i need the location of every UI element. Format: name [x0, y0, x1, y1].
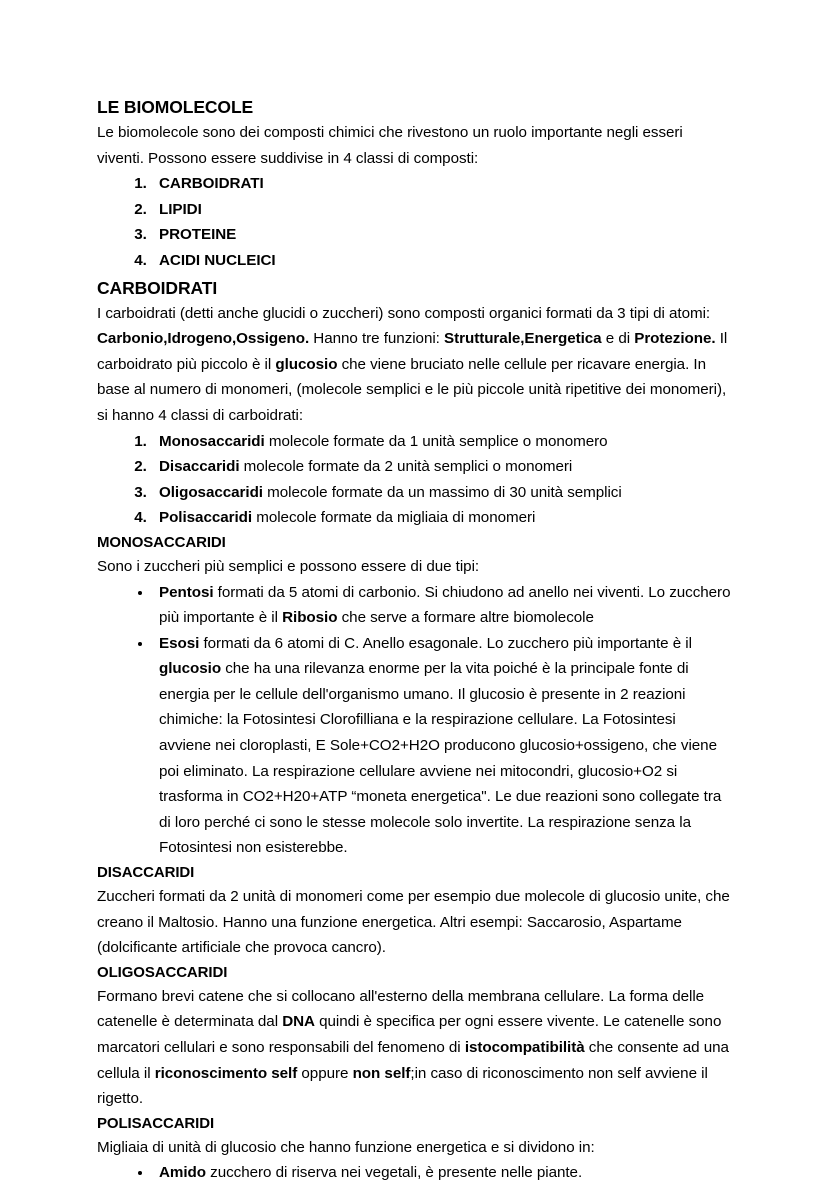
emphasis-text: non self [352, 1064, 411, 1082]
monosaccaridi-list [97, 580, 731, 862]
emphasis-text: Carbonio,Idrogeno,Ossigeno. [97, 330, 310, 348]
emphasis-text: Ribosio [282, 609, 338, 627]
emphasis-text: Protezione. [634, 330, 716, 348]
term-description: molecole formate da 2 unità semplici o monomeri [239, 458, 573, 476]
carboidrati-classes-list [97, 429, 731, 531]
emphasis-text: glucosio [275, 355, 338, 373]
body-text: Hanno tre funzioni: [309, 330, 445, 348]
emphasis-text: Strutturale,Energetica [444, 330, 602, 348]
emphasis-text: glucosio [159, 660, 222, 678]
section-heading-disaccaridi: DISACCARIDI [97, 864, 195, 882]
list-item [151, 429, 731, 455]
body-text: quindi è specifica per ogni essere vivente. Le catenelle sono marcatori cellulari e sono responsabili del fenomeno di [97, 1013, 722, 1056]
emphasis-text: istocompatibilità [464, 1039, 585, 1056]
page-title: LE BIOMOLECOLE [97, 97, 254, 117]
list-item [153, 1160, 731, 1186]
polisaccaridi-intro: Migliaia di unità di glucosio che hanno funzione energetica e si dividono in: [97, 1138, 595, 1156]
carboidrati-paragraph [97, 301, 731, 429]
term-label: Polisaccaridi [159, 509, 253, 527]
body-text: Il carboidrato più piccolo è il [97, 330, 728, 373]
list-item [153, 631, 731, 861]
list-item [151, 454, 731, 480]
emphasis-text: Esosi [159, 634, 200, 652]
body-text: e di [601, 330, 635, 348]
list-item: 3. PROTEINE [151, 222, 731, 248]
body-text: formati da 5 atomi di carbonio. Si chiudono ad anello nei viventi. Lo zucchero più importante è il [159, 583, 731, 627]
section-heading-polisaccaridi: POLISACCARIDI [97, 1114, 215, 1132]
disaccaridi-paragraph: Zuccheri formati da 2 unità di monomeri come per esempio due molecole di glucosio unite, che creano il Maltosio. Hanno una funzione energetica. Altri esempi: Saccarosio, Aspartame (dolcificante artificiale che provoca cancro). [97, 888, 730, 957]
emphasis-text: riconoscimento self [154, 1064, 298, 1082]
body-text: che viene bruciato nelle cellule per ricavare energia. In base al numero di monomeri, (molecole semplici e le più piccole unità ripetitive dei monomeri), si hanno 4 classi di carboidrati: [97, 355, 727, 424]
term-label: Oligosaccaridi [159, 483, 263, 501]
emphasis-text: Pentosi [159, 583, 214, 601]
intro-paragraph: Le biomolecole sono dei composti chimici che rivestono un ruolo importante negli esseri viventi. Possono essere suddivise in 4 classi di composti: [97, 124, 683, 167]
body-text: formati da 6 atomi di C. Anello esagonale. Lo zucchero più importante è il [199, 634, 692, 652]
term-description: molecole formate da un massimo di 30 unità semplici [262, 483, 622, 501]
emphasis-text: DNA [282, 1013, 315, 1031]
document-body [97, 96, 731, 1186]
oligosaccaridi-paragraph [97, 984, 731, 1112]
section-heading-monosaccaridi: MONOSACCARIDI [97, 533, 226, 551]
body-text: ;in caso di riconoscimento non self avviene il rigetto. [97, 1064, 708, 1108]
term-description: molecole formate da migliaia di monomeri [252, 509, 536, 527]
section-heading-carboidrati: CARBOIDRATI [97, 277, 218, 298]
list-item: 4. ACIDI NUCLEICI [151, 248, 731, 274]
emphasis-text: Amido [159, 1164, 206, 1182]
term-description: molecole formate da 1 unità semplice o monomero [264, 432, 608, 450]
biomolecule-classes-list [97, 171, 731, 273]
section-heading-oligosaccaridi: OLIGOSACCARIDI [97, 963, 228, 981]
body-text: che ha una rilevanza enorme per la vita poiché è la principale fonte di energia per le cellule dell'organismo umano. Il glucosio è presente in 2 reazioni chimiche: la Fotosintesi Clorofilliana e la respirazione cellulare. La Fotosintesi avviene nei cloroplasti, E Sole+CO2+H2O producono glucosio+ossigeno, che viene poi eliminato. La respirazione cellulare avviene nei mitocondri, glucosio+O2 si trasforma in CO2+H20+ATP “moneta energetica". Le due reazioni sono collegate tra di loro perché ci sono le stesse molecole solo invertite. La respirazione senza la Fotosintesi non esisterebbe. [159, 660, 722, 857]
list-item: 2. LIPIDI [151, 197, 731, 223]
body-text: che consente ad una cellula il [97, 1039, 729, 1082]
list-item: 1. CARBOIDRATI [151, 171, 731, 197]
body-text: che serve a formare altre biomolecole [337, 609, 594, 627]
monosaccaridi-intro: Sono i zuccheri più semplici e possono essere di due tipi: [97, 557, 480, 575]
list-item [151, 480, 731, 506]
body-text: Formano brevi catene che si collocano all'esterno della membrana cellulare. La forma delle catenelle è determinata dal [97, 987, 705, 1031]
term-label: Disaccaridi [159, 458, 240, 476]
term-label: Monosaccaridi [159, 432, 265, 450]
body-text: oppure [297, 1064, 353, 1082]
list-item [151, 505, 731, 531]
body-text: zucchero di riserva nei vegetali, è presente nelle piante. [206, 1164, 583, 1182]
body-text: I carboidrati (detti anche glucidi o zuccheri) sono composti organici formati da 3 tipi di atomi: [97, 304, 711, 322]
polisaccaridi-list [97, 1160, 731, 1186]
list-item [153, 580, 731, 631]
